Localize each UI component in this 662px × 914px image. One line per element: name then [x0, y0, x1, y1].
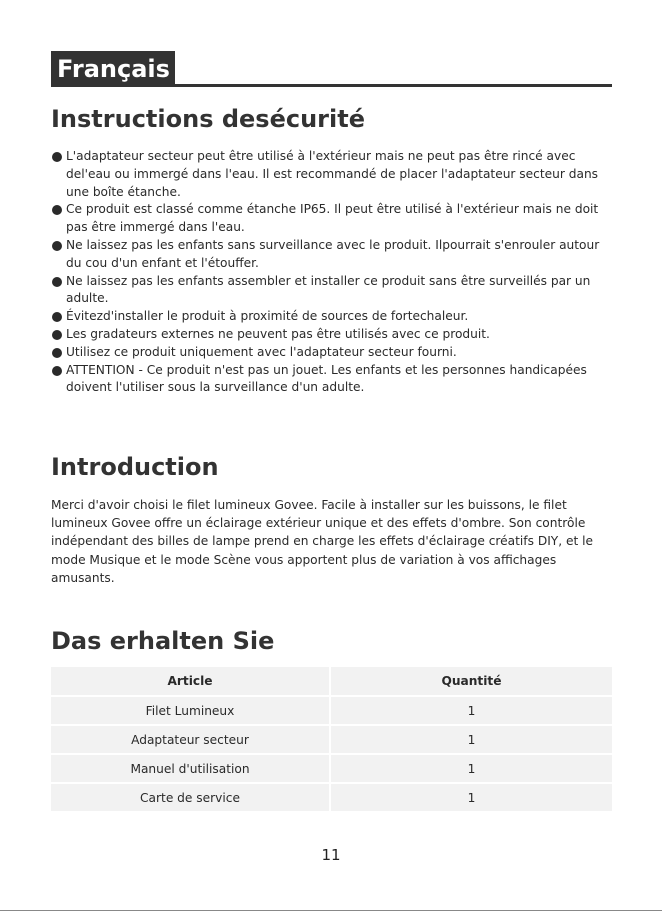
list-item — [52, 148, 612, 201]
list-item-text: ATTENTION - Ce produit n'est pas un jouet. Les enfants et les personnes handicapées doivent l'utiliser sous la surveillance d'un adulte. — [66, 362, 587, 395]
table-cell-quantity: 1 — [331, 726, 612, 755]
column-header-article: Article — [51, 667, 331, 697]
table-row — [51, 784, 612, 813]
bullet-icon — [52, 312, 62, 322]
contents-title: Das erhalten Sie — [51, 627, 275, 655]
list-item-text: Les gradateurs externes ne peuvent pas être utilisés avec ce produit. — [66, 326, 490, 341]
table-cell-quantity: 1 — [331, 697, 612, 726]
safety-list — [52, 148, 612, 397]
table-cell-article: Filet Lumineux — [51, 697, 331, 726]
table-row — [51, 755, 612, 784]
list-item-text: Ne laissez pas les enfants assembler et installer ce produit sans être surveillés par un adulte. — [66, 273, 591, 306]
list-item — [52, 273, 612, 309]
language-tab: Français — [51, 51, 175, 87]
table-cell-quantity: 1 — [331, 784, 612, 813]
list-item-text: Utilisez ce produit uniquement avec l'adaptateur secteur fourni. — [66, 344, 457, 359]
language-header — [51, 51, 612, 87]
list-item — [52, 362, 612, 398]
list-item — [52, 326, 612, 344]
list-item — [52, 344, 612, 362]
bottom-divider — [0, 910, 662, 911]
bullet-icon — [52, 366, 62, 376]
contents-table — [51, 667, 612, 813]
table-cell-article: Carte de service — [51, 784, 331, 813]
column-header-quantity: Quantité — [331, 667, 612, 697]
table-cell-article: Adaptateur secteur — [51, 726, 331, 755]
page-number: 11 — [321, 846, 341, 864]
bullet-icon — [52, 277, 62, 287]
table-header-row — [51, 667, 612, 697]
list-item-text: Ce produit est classé comme étanche IP65. Il peut être utilisé à l'extérieur mais ne doit pas être immergé dans l'eau. — [66, 202, 599, 235]
table-cell-article: Manuel d'utilisation — [51, 755, 331, 784]
list-item — [52, 237, 612, 273]
table-row — [51, 697, 612, 726]
table-cell-quantity: 1 — [331, 755, 612, 784]
intro-title: Introduction — [51, 453, 219, 481]
intro-paragraph: Merci d'avoir choisi le filet lumineux Govee. Facile à installer sur les buissons, le filet lumineux Govee offre un éclairage extérieur unique et des effets d'ombre. Son contrôle indépendant des billes de lampe prend en charge les effets d'éclairage créatifs DIY, et le mode Musique et le mode Scène vous apportent plus de variation à vos affichages amusants. — [51, 498, 594, 585]
list-item — [52, 201, 612, 237]
bullet-icon — [52, 348, 62, 358]
list-item-text: L'adaptateur secteur peut être utilisé à l'extérieur mais ne peut pas être rincé avec del'eau ou immergé dans l'eau. Il est recommandé de placer l'adaptateur secteur dans une boîte étanche. — [66, 149, 599, 199]
bullet-icon — [52, 241, 62, 251]
list-item — [52, 308, 612, 326]
bullet-icon — [52, 152, 62, 162]
bullet-icon — [52, 205, 62, 215]
list-item-text: Ne laissez pas les enfants sans surveillance avec le produit. Ilpourrait s'enrouler autour du cou d'un enfant et l'étouffer. — [66, 237, 600, 270]
bullet-icon — [52, 330, 62, 340]
safety-title: Instructions desécurité — [51, 105, 365, 133]
table-row — [51, 726, 612, 755]
list-item-text: Évitezd'installer le produit à proximité de sources de fortechaleur. — [66, 309, 469, 324]
